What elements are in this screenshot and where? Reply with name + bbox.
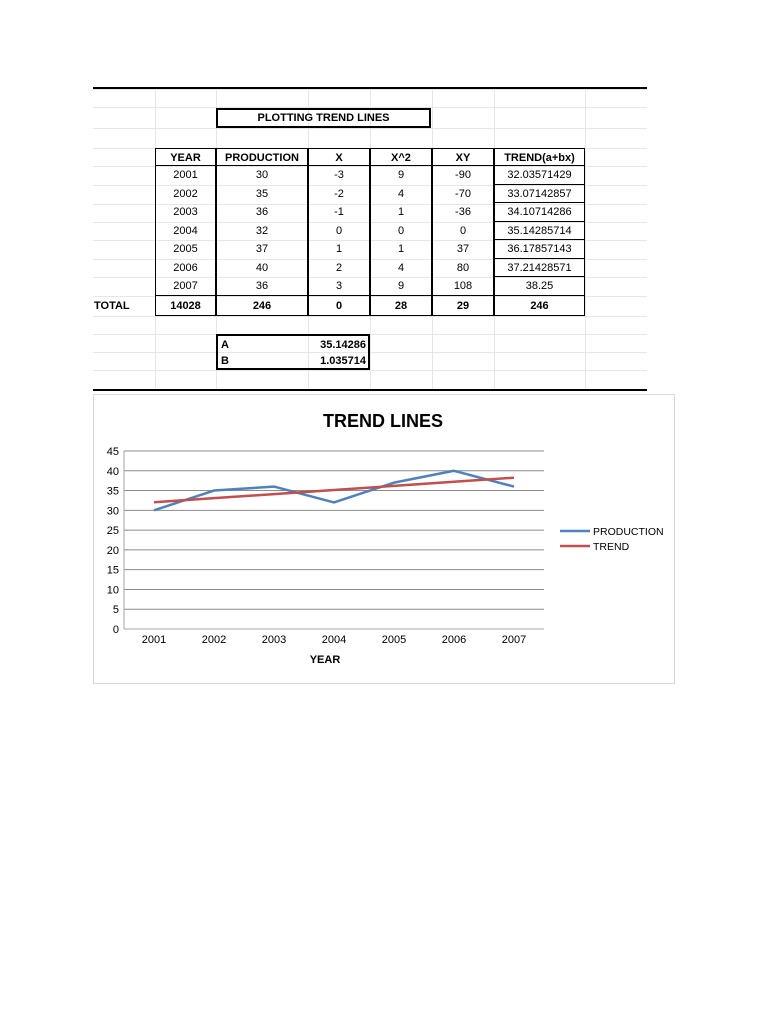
table-cell[interactable]: 35 <box>216 185 308 204</box>
y-tick-label: 25 <box>106 525 119 538</box>
table-cell[interactable]: -1 <box>308 203 370 222</box>
table-cell[interactable]: 2002 <box>155 185 216 204</box>
x-tick-label: 2004 <box>321 634 347 646</box>
table-cell[interactable]: -3 <box>308 166 370 185</box>
table-cell[interactable]: 34.10714286 <box>494 203 585 222</box>
table-cell[interactable]: 2007 <box>155 277 216 296</box>
coefficient-label[interactable]: B <box>216 352 308 370</box>
table-cell[interactable]: 33.07142857 <box>494 185 585 204</box>
x-axis-ticks <box>142 634 526 646</box>
y-tick-label: 35 <box>106 485 119 498</box>
legend-label: PRODUCTION <box>593 526 664 538</box>
x-tick-label: 2007 <box>501 634 527 646</box>
x-tick-label: 2003 <box>261 634 287 646</box>
spreadsheet <box>0 0 768 400</box>
sheet-title[interactable]: PLOTTING TREND LINES <box>216 108 431 128</box>
chart-title: TREND LINES <box>322 411 444 431</box>
total-cell[interactable]: 29 <box>432 296 494 316</box>
legend-label: TREND <box>593 541 630 553</box>
x-tick-label: 2001 <box>141 634 167 646</box>
y-tick-label: 20 <box>106 544 119 557</box>
table-cell[interactable]: 2003 <box>155 203 216 222</box>
table-cell[interactable]: 3 <box>308 277 370 296</box>
table-cell[interactable]: 36 <box>216 203 308 222</box>
y-tick-label: 5 <box>112 604 119 617</box>
y-axis-ticks <box>107 446 119 636</box>
table-cell[interactable]: 1 <box>370 203 432 222</box>
table-cell[interactable]: 36.17857143 <box>494 240 585 259</box>
table-cell[interactable]: 0 <box>308 222 370 241</box>
table-cell[interactable]: -2 <box>308 185 370 204</box>
table-cell[interactable]: 2001 <box>155 166 216 185</box>
table-cell[interactable]: 38.25 <box>494 277 585 296</box>
table-cell[interactable]: 1 <box>370 240 432 259</box>
table-cell[interactable]: -36 <box>432 203 494 222</box>
x-tick-label: 2006 <box>441 634 467 646</box>
y-tick-label: 15 <box>106 564 119 577</box>
table-cell[interactable]: 2004 <box>155 222 216 241</box>
coefficient-value[interactable]: 1.035714 <box>308 352 370 370</box>
table-cell[interactable]: 9 <box>370 277 432 296</box>
coefficient-label[interactable]: A <box>216 334 308 352</box>
coefficient-value[interactable]: 35.14286 <box>308 334 370 352</box>
table-cell[interactable]: 1 <box>308 240 370 259</box>
table-cell[interactable]: 37 <box>432 240 494 259</box>
table-cell[interactable]: 36 <box>216 277 308 296</box>
total-cell[interactable]: 14028 <box>155 296 216 316</box>
table-cell[interactable]: 40 <box>216 259 308 278</box>
table-cell[interactable]: 0 <box>432 222 494 241</box>
y-tick-label: 40 <box>106 465 119 478</box>
y-tick-label: 30 <box>106 505 119 518</box>
table-cell[interactable]: 2 <box>308 259 370 278</box>
column-header[interactable]: TREND(a+bx) <box>494 148 585 166</box>
total-label[interactable]: TOTAL <box>94 300 130 312</box>
table-cell[interactable]: 80 <box>432 259 494 278</box>
total-cell[interactable]: 246 <box>216 296 308 316</box>
table-cell[interactable]: 2005 <box>155 240 216 259</box>
table-cell[interactable]: 37.21428571 <box>494 259 585 278</box>
column-header[interactable]: X <box>308 148 370 166</box>
table-cell[interactable]: 108 <box>432 277 494 296</box>
column-header[interactable]: X^2 <box>370 148 432 166</box>
table-cell[interactable]: 2006 <box>155 259 216 278</box>
total-cell[interactable]: 0 <box>308 296 370 316</box>
chart-area[interactable] <box>93 394 675 684</box>
table-cell[interactable]: 0 <box>370 222 432 241</box>
y-tick-label: 45 <box>106 446 119 458</box>
table-cell[interactable]: -70 <box>432 185 494 204</box>
table-cell[interactable]: 37 <box>216 240 308 259</box>
grid-col-line <box>585 89 586 390</box>
total-cell[interactable]: 28 <box>370 296 432 316</box>
column-header[interactable]: YEAR <box>155 148 216 166</box>
table-cell[interactable]: 35.14285714 <box>494 222 585 241</box>
table-cell[interactable]: 30 <box>216 166 308 185</box>
table-cell[interactable]: 9 <box>370 166 432 185</box>
bottom-rule <box>93 389 647 391</box>
table-cell[interactable]: 4 <box>370 259 432 278</box>
x-tick-label: 2002 <box>201 634 227 646</box>
column-header[interactable]: PRODUCTION <box>216 148 308 166</box>
column-header[interactable]: XY <box>432 148 494 166</box>
y-tick-label: 0 <box>112 624 119 636</box>
total-cell[interactable]: 246 <box>494 296 585 316</box>
x-axis-label: YEAR <box>309 654 341 666</box>
trend-chart <box>94 395 674 683</box>
top-rule <box>93 87 647 89</box>
y-tick-label: 10 <box>106 584 119 597</box>
table-cell[interactable]: -90 <box>432 166 494 185</box>
table-cell[interactable]: 32 <box>216 222 308 241</box>
table-cell[interactable]: 4 <box>370 185 432 204</box>
chart-legend <box>560 526 664 553</box>
x-tick-label: 2005 <box>381 634 407 646</box>
table-cell[interactable]: 32.03571429 <box>494 166 585 185</box>
